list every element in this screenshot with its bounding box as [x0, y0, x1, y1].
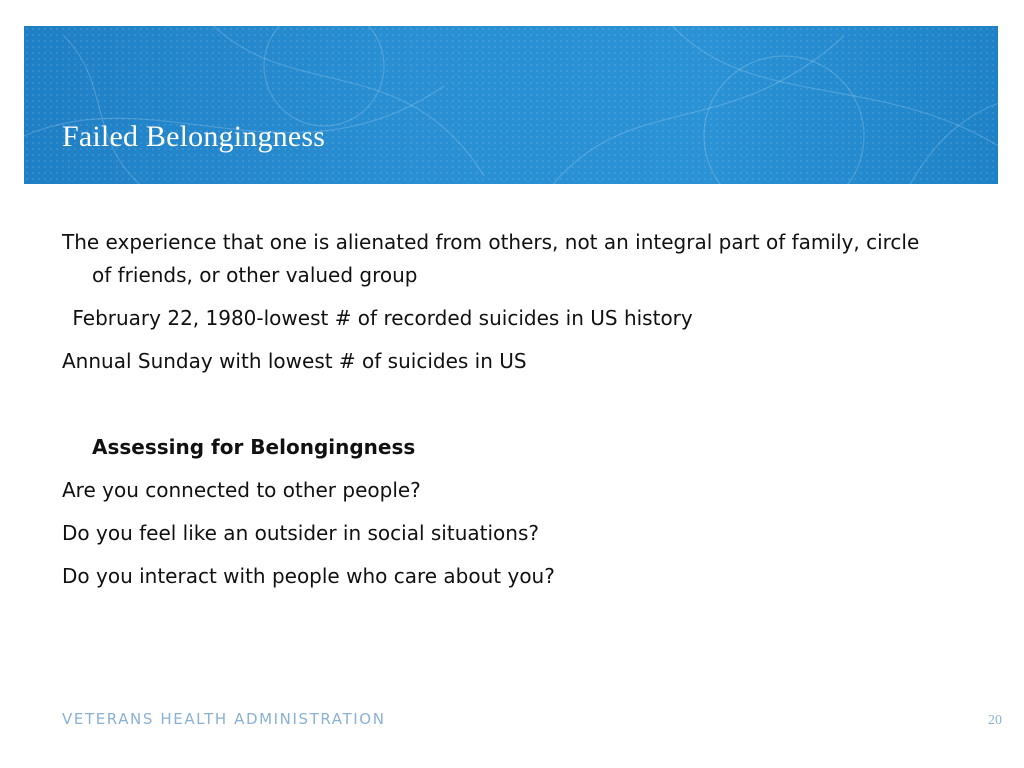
- slide-body: [62, 226, 942, 603]
- question-connected: Are you connected to other people?: [62, 478, 421, 502]
- title-banner: [24, 26, 998, 184]
- slide-title: Failed Belongingness: [62, 120, 326, 153]
- paragraph-date: February 22, 1980-lowest # of recorded suicides in US history: [66, 306, 693, 330]
- footer-organization: VETERANS HEALTH ADMINISTRATION: [62, 710, 386, 728]
- paragraph-annual-sunday: Annual Sunday with lowest # of suicides in US: [62, 349, 527, 373]
- question-care: Do you interact with people who care about you?: [62, 564, 555, 588]
- paragraph-definition: The experience that one is alienated from others, not an integral part of family, circle of friends, or other valued group: [62, 230, 920, 287]
- section-heading: Assessing for Belongingness: [92, 435, 416, 459]
- page-number: 20: [988, 713, 1002, 728]
- question-outsider: Do you feel like an outsider in social situations?: [62, 521, 539, 545]
- banner-pattern: [24, 26, 998, 184]
- blank-line: [62, 388, 942, 421]
